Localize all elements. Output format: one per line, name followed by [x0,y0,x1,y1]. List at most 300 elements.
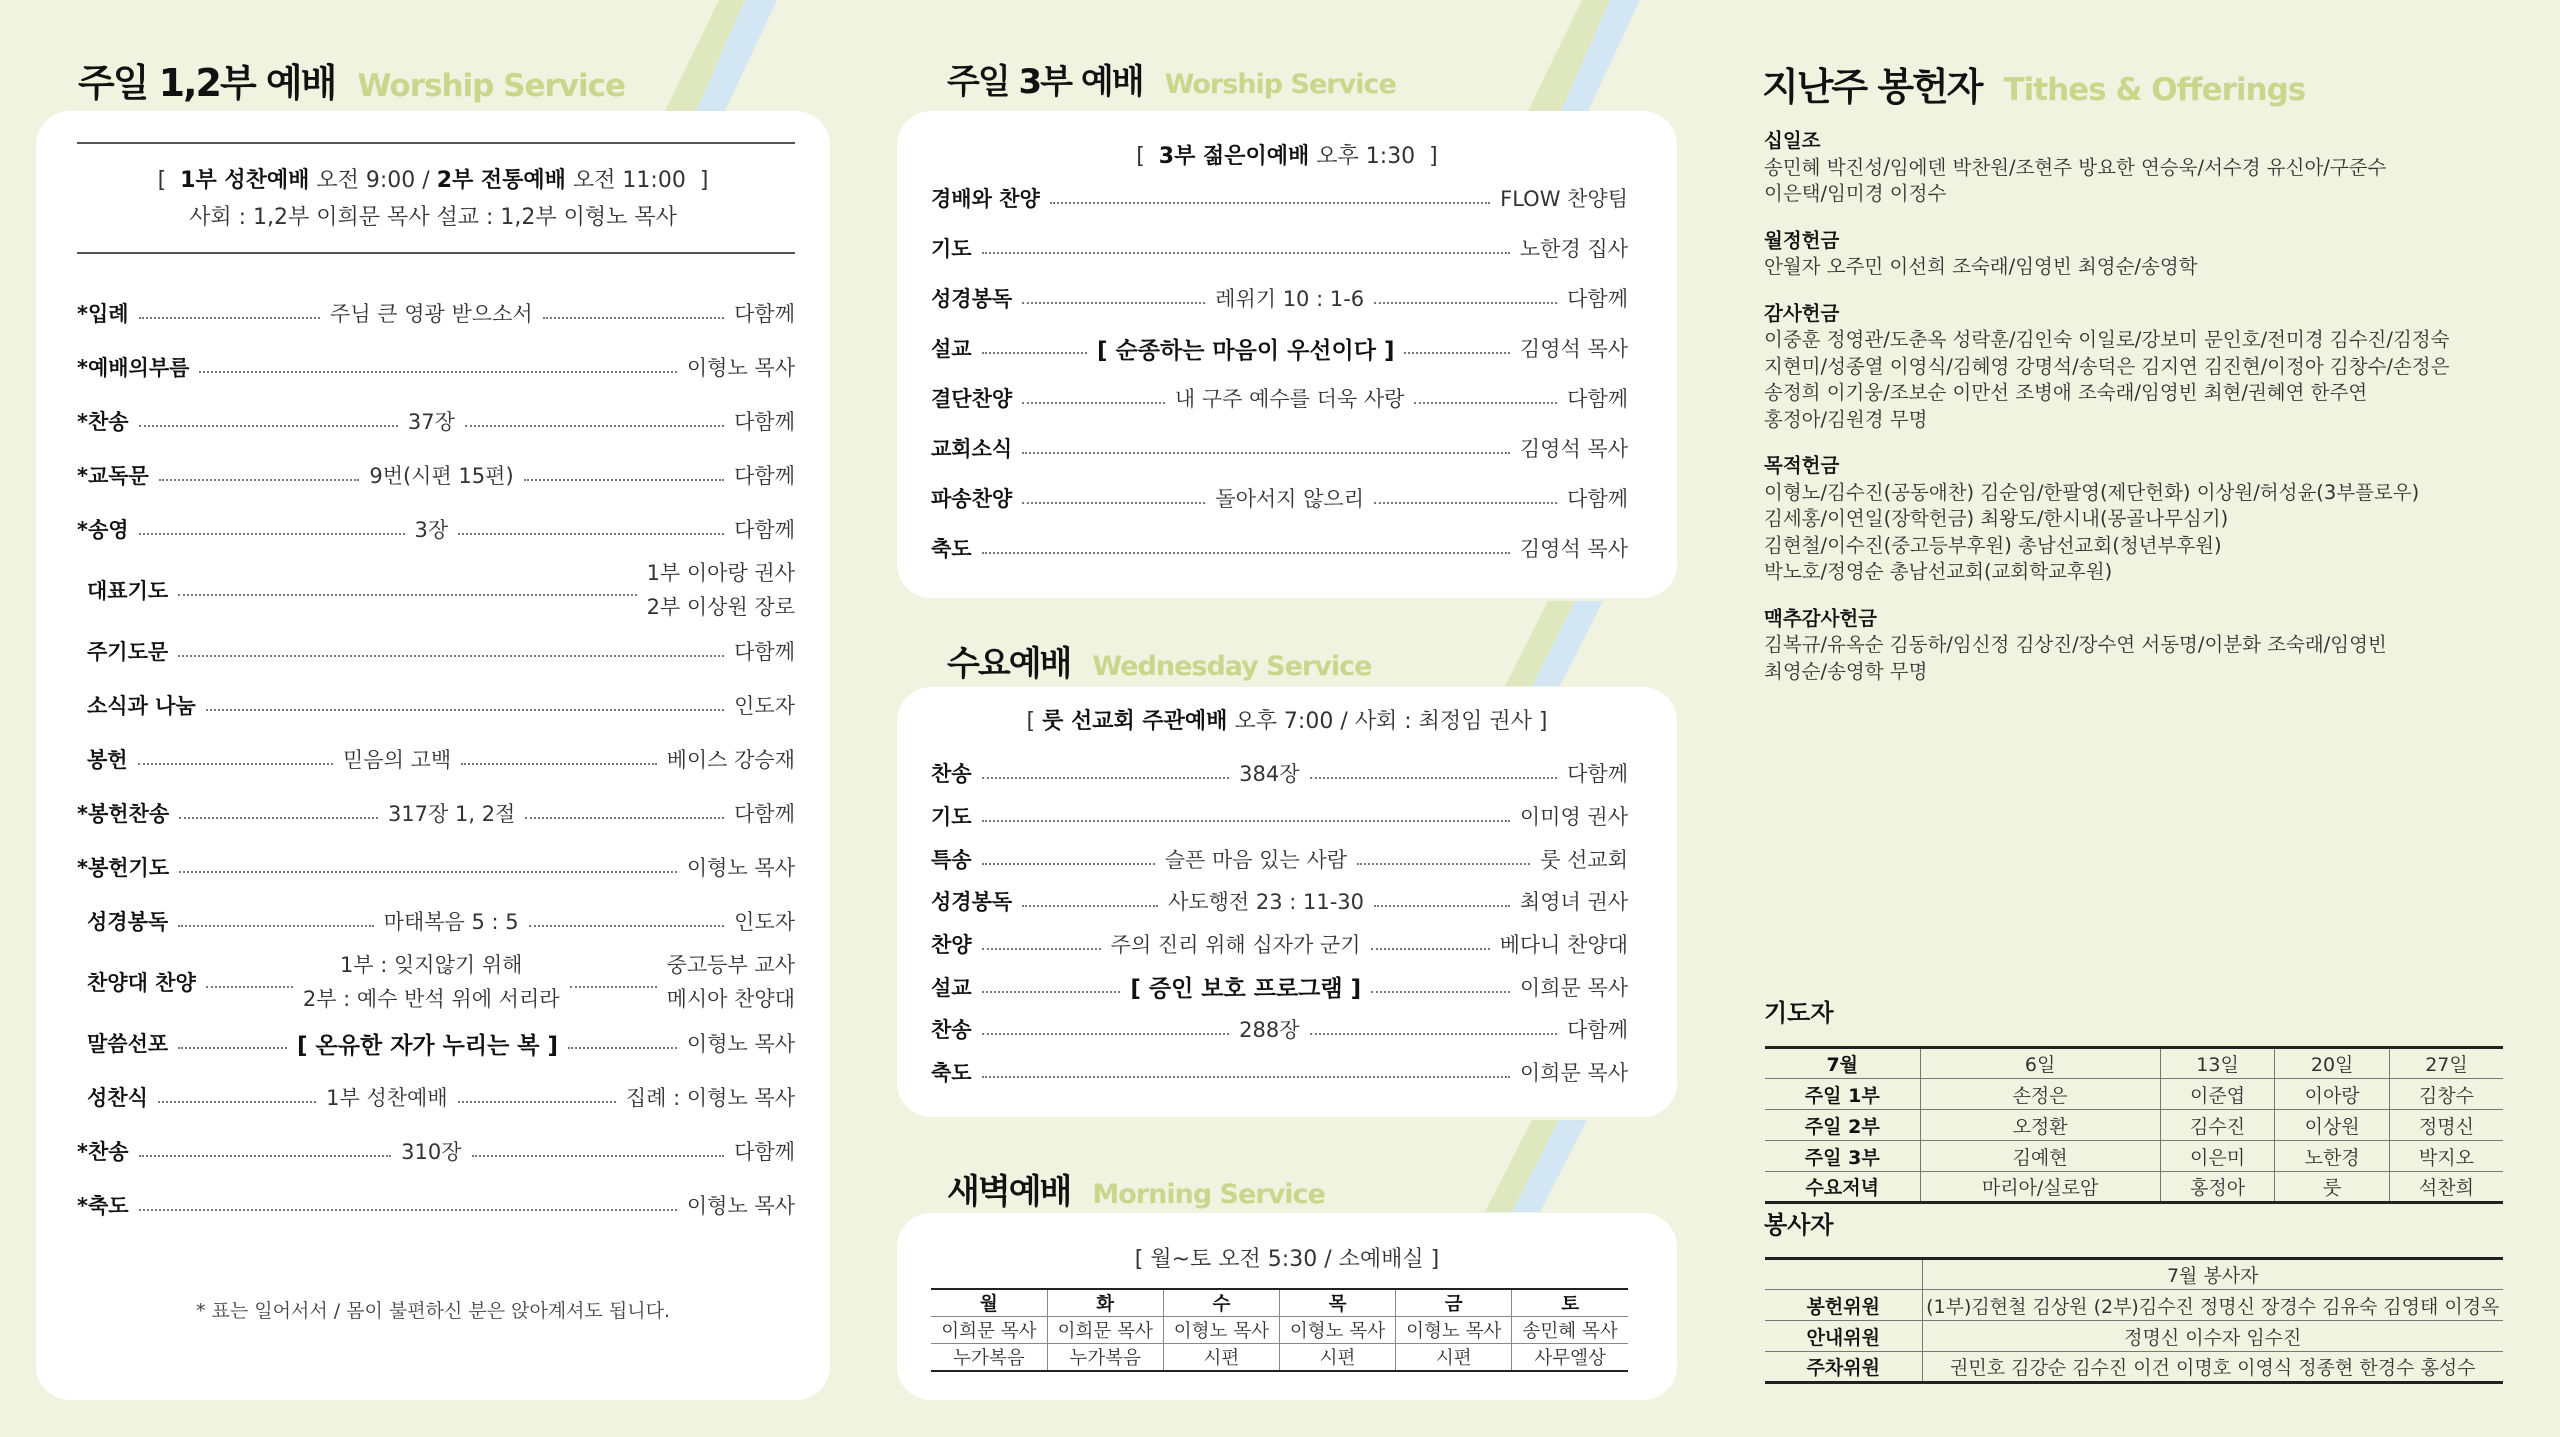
dot-leader [1374,302,1557,304]
table-row [1765,1141,2503,1172]
item-label: 대표기도 [87,579,169,603]
stripe-green [1528,0,1610,111]
donor-line: 김현철/이수진(중고등부후원) 총남선교회(청년부후원) [1764,533,2222,557]
table-cell: 석찬희 [2389,1172,2503,1203]
dot-leader [982,1076,1510,1078]
leader-line: 2부 이상원 장로 [646,595,795,619]
donor-line: 송정희 이기웅/조보순 이만선 조병애 조숙래/임영빈 최현/권혜연 한주연 [1764,381,2368,404]
title-en: Worship Service [1164,69,1396,100]
dot-leader [570,986,657,988]
item-label: 찬양대 찬양 [87,971,196,995]
card-sunday3 [897,111,1677,598]
title-ko: 수요예배 [947,644,1071,684]
item-leader: 이희문 목사 [1519,975,1629,1000]
offering-group [1764,301,2524,434]
item-content: 384장 [1239,762,1300,787]
item-label: 말씀선포 [87,1032,169,1056]
table-row [1765,1110,2503,1141]
dot-leader [139,533,405,535]
table-cell: 노한경 [2275,1141,2390,1172]
dot-leader [982,252,1510,254]
order-item [77,1070,795,1124]
donor-line: 김세홍/이연일(장학헌금) 최왕도/한시내(몽골나무심기) [1764,507,2229,530]
item-leader: 최영녀 권사 [1519,890,1629,915]
table-cell: 월 [931,1289,1047,1317]
item-label: 주기도문 [87,640,169,664]
order-item [77,394,795,448]
dot-leader [139,1209,677,1211]
stripe-blue [1532,601,1603,686]
prayers-title: 기도자 [1764,999,1834,1027]
table-cell: 20일 [2275,1048,2390,1079]
table-cell: 이형노 목사 [1163,1317,1279,1344]
stripe-blue [1512,1120,1587,1212]
dot-leader [1022,905,1158,907]
stripe-green [1485,1120,1559,1212]
item-content: 레위기 10 : 1-6 [1215,287,1365,311]
item-leader: 노한경 집사 [1519,237,1628,261]
item-leader: 이형노 목사 [686,1032,796,1056]
order-item [77,448,795,502]
item-leader: 다함께 [734,302,795,326]
leader-line: 중고등부 교사 [666,953,796,977]
service1-name: 1부 성찬예배 [180,168,310,193]
service-time: [ 3부 젊은이예배 오후 1:30 ] [1136,144,1438,169]
table-cell: 시편 [1279,1344,1395,1372]
table-cell: 이희문 목사 [1047,1317,1163,1344]
table-cell: 정명신 [2389,1110,2503,1141]
order-item [931,273,1628,323]
title-ko: 주일 3부 예배 [947,62,1143,102]
content-line: 2부 : 예수 반석 위에 서리라 [302,987,560,1011]
table-cell: 이형노 목사 [1279,1317,1395,1344]
table-cell: 화 [1047,1289,1163,1317]
item-leader: 김영석 목사 [1519,537,1628,561]
offering-type: 월정헌금 [1764,228,1840,252]
item-label: 기도 [931,237,972,261]
section-title-sunday3 [947,54,1396,103]
item-label: 찬송 [931,762,972,787]
service2-name: 2부 전통예배 [436,168,566,193]
title-en: Morning Service [1092,1179,1325,1210]
offering-type: 맥추감사헌금 [1764,606,1878,630]
table-cell: 6일 [1920,1048,2160,1079]
dot-leader [139,425,398,427]
table-row [1765,1352,2503,1383]
donor-line: 이은택/임미경 이정수 [1764,182,1947,205]
dot-leader [458,533,724,535]
dot-leader [206,709,724,711]
order-item [77,1016,795,1070]
table-cell: 수 [1163,1289,1279,1317]
item-leader: 다함께 [1567,1018,1628,1043]
dot-leader [461,763,656,765]
donor-line: 홍정아/김원경 무명 [1764,407,1928,431]
order-item [931,173,1628,223]
donor-line: 지현미/성종열 이영식/김혜영 강명석/송덕은 김지연 김진현/이정아 김창수/손정은 [1764,354,2450,378]
donor-line: 김복규/유옥순 김동하/임신정 김상진/장수연 서동명/이분화 조숙래/임영빈 [1764,633,2387,656]
card-wednesday [897,687,1677,1117]
role: 봉헌위원 [1765,1290,1922,1321]
dot-leader [982,1033,1230,1035]
table-cell: 이아랑 [2275,1079,2390,1110]
table-cell: 주일 3부 [1765,1141,1920,1172]
dot-leader [1050,202,1490,204]
item-label: 봉헌 [87,748,128,772]
dot-leader [178,655,724,657]
table-cell: 목 [1279,1289,1395,1317]
order-item [77,556,795,624]
dot-leader [982,991,1121,993]
order-of-worship [77,286,795,1232]
order-item [931,473,1628,523]
table-cell: 7월 [1765,1048,1920,1079]
card-sunday12 [36,111,830,1400]
item-content: 37장 [407,410,455,434]
dot-leader [982,863,1155,865]
order-item [931,323,1628,373]
content-line: 1부 : 잊지않기 위해 [339,953,523,977]
dot-leader [139,317,320,319]
stripe-green [665,0,745,111]
order-item [931,1008,1628,1051]
stripe-blue [696,0,777,111]
service-time: [ 룻 선교회 주관예배 오후 7:00 / 사회 : 최정임 권사 ] [1026,709,1548,734]
item-content: 310장 [401,1140,462,1164]
service-name: 룻 선교회 주관예배 [1042,709,1228,734]
donor-line: 송민혜 박진성/임에덴 박찬원/조현주 방요한 연승욱/서수경 유신아/구준수 [1764,155,2387,179]
order-of-worship [931,173,1628,573]
table-row [931,1289,1628,1317]
order-item [931,837,1628,880]
item-leader: 룻 선교회 [1540,847,1629,872]
role: 주차위원 [1765,1352,1922,1383]
service2-time: 오전 11:00 [572,168,686,193]
role: 안내위원 [1765,1321,1922,1352]
table-cell: 손정은 [1920,1079,2160,1110]
item-label: 특송 [931,847,972,872]
stripe-green [1505,601,1575,686]
dot-leader [1022,402,1165,404]
item-leader: 다함께 [1567,487,1629,511]
dot-leader [199,371,676,373]
table-cell: 13일 [2160,1048,2275,1079]
item-label: 축도 [931,1061,972,1086]
dot-leader [1414,402,1557,404]
dot-leader [982,552,1510,554]
order-item [77,286,795,340]
item-leader [667,948,795,1016]
item-content: [ 순종하는 마음이 우선이다 ] [1097,337,1395,364]
dot-leader [138,763,333,765]
dot-leader [465,425,724,427]
dot-leader [1310,1033,1558,1035]
item-leader: 베이스 강승재 [666,748,795,772]
item-content: 3장 [414,518,449,542]
item-content: [ 증인 보호 프로그램 ] [1130,976,1362,1003]
table-row [931,1344,1628,1372]
donor-line: 최영순/송영학 무명 [1764,659,1928,683]
dot-leader [982,948,1101,950]
table-row [1765,1048,2503,1079]
item-label: *예배의부름 [77,356,190,380]
order-item [77,948,795,1016]
item-label: *찬송 [77,1140,129,1164]
prayers-table [1765,1046,2503,1204]
item-label: 성경봉독 [931,890,1013,915]
order-item [77,1124,795,1178]
section-title-offerings [1762,56,2305,111]
table-cell: 27일 [2389,1048,2503,1079]
table-cell: 김창수 [2389,1079,2503,1110]
dot-leader [1371,948,1490,950]
item-content: 내 구주 예수를 더욱 사랑 [1174,387,1405,411]
dot-leader [1022,502,1205,504]
dot-leader [982,820,1510,822]
section-title-sunday12 [78,52,625,107]
leaders: 사회 : 1,2부 이희문 목사 설교 : 1,2부 이형노 목사 [189,205,677,230]
item-leader: 이희문 목사 [1519,1061,1628,1086]
table-row [1765,1172,2503,1203]
dot-leader [524,479,725,481]
table-cell: 누가복음 [931,1344,1047,1372]
offering-type: 십일조 [1764,129,1821,152]
title-ko: 지난주 봉헌자 [1762,65,1982,109]
table-cell: 수요저녁 [1765,1172,1920,1203]
item-label: *축도 [77,1194,129,1218]
item-leader: 다함께 [734,410,795,434]
order-item [931,965,1628,1008]
table-row [1765,1290,2503,1321]
table-cell: 사무엘상 [1512,1344,1628,1372]
dawn-schedule-table [931,1288,1628,1372]
item-content: 사도행전 23 : 11-30 [1168,890,1365,915]
donor-line: 안월자 오주민 이선희 조숙래/임영빈 최영순/송영학 [1764,255,2198,278]
table-cell: 박지오 [2389,1141,2503,1172]
item-leader: 집례 : 이형노 목사 [625,1086,795,1110]
table-cell: 김예현 [1920,1141,2160,1172]
offerings-list [1764,128,2524,705]
donor-line: 박노호/정영순 총남선교회(교회학교후원) [1764,560,2113,583]
service1-time: 오전 9:00 [316,168,416,193]
order-item [931,423,1628,473]
order-item [931,795,1628,838]
table-cell: 시편 [1396,1344,1512,1372]
item-label: 설교 [931,975,972,1000]
table-cell: 시편 [1163,1344,1279,1372]
dot-leader [158,1101,316,1103]
item-label: 찬송 [931,1018,972,1043]
item-content: 주님 큰 영광 받으소서 [330,302,533,326]
section-title-dawn [947,1164,1325,1213]
dot-leader [159,479,360,481]
table-cell: 송민혜 목사 [1512,1317,1628,1344]
item-label: *송영 [77,518,129,542]
footnote: * 표는 일어서서 / 몸이 불편하신 분은 앉아계셔도 됩니다. [195,1300,671,1322]
table-cell: 주일 1부 [1765,1079,1920,1110]
section-title-wednesday [947,636,1371,685]
item-leader: 베다니 찬양대 [1499,933,1628,958]
item-content [303,948,560,1016]
volunteers-table [1765,1257,2503,1384]
item-label: 결단찬양 [931,387,1013,411]
order-item [77,840,795,894]
order-item [77,1178,795,1232]
order-item [931,223,1628,273]
offering-type: 목적헌금 [1764,454,1840,477]
offering-type: 감사헌금 [1764,301,1840,325]
dot-leader [1404,352,1509,354]
item-label: 교회소식 [931,437,1013,461]
donor-line: 이중훈 정영관/도춘옥 성락훈/김인숙 이일로/강보미 문인호/전미경 김수진/김정숙 [1764,328,2450,351]
dot-leader [458,1101,616,1103]
table-cell: 이은미 [2160,1141,2275,1172]
item-leader: 이형노 목사 [686,1194,795,1218]
dot-leader [543,317,724,319]
order-item [77,894,795,948]
order-item [77,732,795,786]
table-cell: 이희문 목사 [931,1317,1047,1344]
table-cell: 누가복음 [1047,1344,1163,1372]
divider [77,252,795,254]
service-name: 3부 젊은이예배 [1158,144,1310,169]
order-item [931,923,1628,966]
table-cell: 이준엽 [2160,1079,2275,1110]
item-label: *입례 [77,302,129,326]
item-label: 소식과 나눔 [87,694,196,718]
names: 정명신 이수자 임수진 [1922,1321,2503,1352]
time-leader: 오후 7:00 / 사회 : 최정임 권사 [1234,709,1532,734]
order-item [931,752,1628,795]
leader-line: 1부 이아랑 권사 [646,561,795,585]
table-cell: 김수진 [2160,1110,2275,1141]
order-item [77,786,795,840]
offering-group [1764,453,2524,586]
names: 권민호 김강순 김수진 이건 이명호 이영식 정종현 한경수 홍성수 [1922,1352,2503,1383]
order-item [931,373,1628,423]
item-label: 성찬식 [87,1086,148,1110]
item-label: *봉헌기도 [77,856,170,880]
dot-leader [529,925,725,927]
order-of-worship [931,752,1628,1094]
item-label: 찬양 [931,933,972,958]
dot-leader [1310,777,1558,779]
dot-leader [1022,302,1205,304]
dot-leader [179,871,677,873]
title-en: Tithes & Offerings [2003,72,2306,108]
item-leader: 인도자 [734,910,796,934]
order-item [77,340,795,394]
table-row [931,1317,1628,1344]
item-leader: 김영석 목사 [1519,437,1628,461]
item-label: *교독문 [77,464,149,488]
dot-leader [1374,905,1510,907]
item-leader: 이미영 권사 [1519,805,1628,830]
volunteers-title: 봉사자 [1764,1211,1834,1239]
table-row [1765,1321,2503,1352]
order-item [77,624,795,678]
item-content: 믿음의 고백 [343,748,452,772]
item-label: 축도 [931,537,972,561]
dot-leader [178,925,374,927]
dot-leader [1357,863,1530,865]
separator: / [422,168,430,193]
table-cell: 오정환 [1920,1110,2160,1141]
order-item [77,678,795,732]
item-leader: 다함께 [734,640,795,664]
names: (1부)김현철 김상원 (2부)김수진 정명신 장경수 김유숙 김영태 이경옥 [1922,1290,2503,1321]
item-leader: 다함께 [1567,287,1628,311]
table-row [1765,1079,2503,1110]
dot-leader [525,817,724,819]
table-row [1765,1259,2503,1290]
item-leader: 이형노 목사 [686,856,795,880]
order-item [77,502,795,556]
service-time: [ 월~토 오전 5:30 / 소예배실 ] [1134,1247,1440,1272]
dot-leader [472,1155,725,1157]
dot-leader [139,1155,392,1157]
table-cell: 토 [1512,1289,1628,1317]
table-cell: 금 [1396,1289,1512,1317]
item-leader: 다함께 [1567,387,1629,411]
donor-line: 이형노/김수진(공동애찬) 김순임/한팔영(제단헌화) 이상원/허성윤(3부플로우) [1764,480,2420,504]
item-leader: 인도자 [734,694,795,718]
time: 오후 1:30 [1316,144,1416,169]
item-label: 성경봉독 [931,287,1013,311]
item-leader: 이형노 목사 [686,356,795,380]
item-content: 돌아서지 않으리 [1215,487,1364,511]
dot-leader [178,594,636,596]
offering-group [1764,228,2524,281]
dot-leader [1022,452,1510,454]
divider [77,142,795,144]
item-label: 성경봉독 [87,910,169,934]
item-leader: 다함께 [1567,762,1628,787]
volunteers-header: 7월 봉사자 [1922,1259,2503,1290]
item-label: *봉헌찬송 [77,802,170,826]
dot-leader [179,817,378,819]
table-cell: 주일 2부 [1765,1110,1920,1141]
item-leader: 다함께 [734,464,795,488]
item-leader: 다함께 [734,518,796,542]
item-content: 마태복음 5 : 5 [383,910,519,934]
order-item [931,1051,1628,1094]
stripe-blue [1561,0,1640,111]
dot-leader [1374,502,1557,504]
title-en: Worship Service [357,68,626,104]
dot-leader [982,777,1230,779]
item-content: 슬픈 마음 있는 사람 [1164,847,1348,872]
item-label: 기도 [931,805,972,830]
item-label: 경배와 찬양 [931,187,1040,211]
table-cell: 룻 [2275,1172,2390,1203]
item-leader: FLOW 찬양팀 [1500,187,1628,211]
offering-group [1764,128,2524,208]
item-label: *찬송 [77,410,129,434]
item-content: 9번(시편 15편) [369,464,514,488]
title-en: Wednesday Service [1092,651,1372,682]
table-cell: 이형노 목사 [1396,1317,1512,1344]
order-item [931,880,1628,923]
item-content: 1부 성찬예배 [326,1086,448,1110]
item-leader: 다함께 [734,1140,796,1164]
dot-leader [568,1047,677,1049]
dot-leader [178,1047,287,1049]
item-content: 317장 1, 2절 [387,802,516,826]
title-ko: 새벽예배 [947,1172,1071,1212]
item-leader: 김영석 목사 [1519,337,1629,361]
service-times: [ 1부 성찬예배 오전 9:00 / 2부 전통예배 오전 11:00 ] [157,168,709,193]
